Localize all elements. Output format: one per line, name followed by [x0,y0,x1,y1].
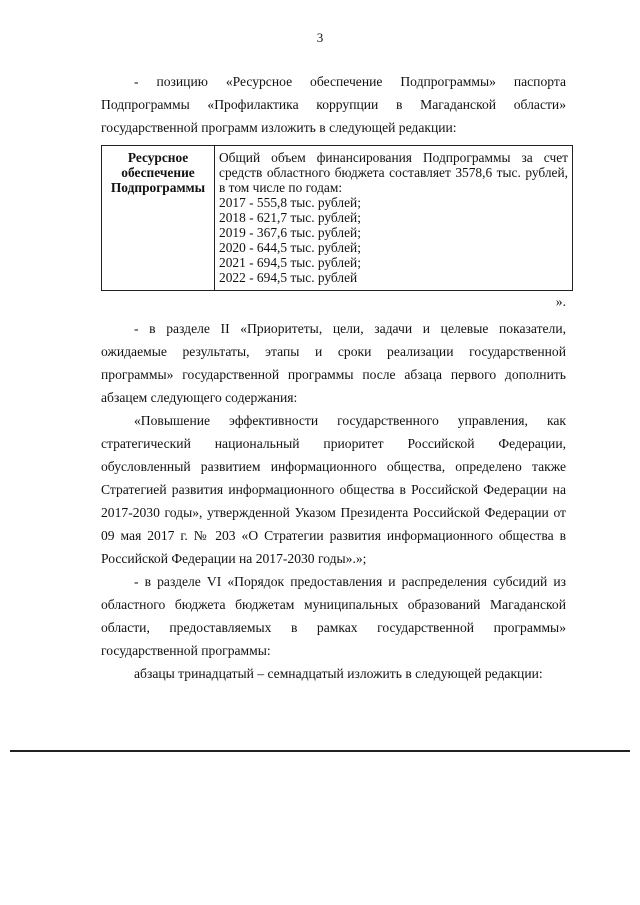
table-value-cell [215,146,573,291]
resource-table [101,145,573,291]
table-row [102,146,573,291]
funding-year-2017: 2017 - 555,8 тыс. рублей; [219,195,361,210]
funding-year-2018: 2018 - 621,7 тыс. рублей; [219,210,361,225]
funding-year-2020: 2020 - 644,5 тыс. рублей; [219,240,361,255]
quote-paragraph: «Повышение эффективности государственного управления, как стратегический национальный приоритет Российской Федерации, обусловленный развитием информационного общества, определено также Стратегией развития информационного общества в Российской Федерации на 2017-2030 годы», утвержденной Указом Президента Российской Федерации от 09 мая 2017 г. № 203 «О Стратегии развития информационного общества в Российской Федерации на 2017-2030 годы».»; [101,413,566,566]
bottom-divider [10,750,630,752]
funding-year-2021: 2021 - 694,5 тыс. рублей; [219,255,361,270]
funding-year-2022: 2022 - 694,5 тыс. рублей [219,270,358,285]
page-number: 3 [316,30,324,45]
section-2-paragraph: - в разделе II «Приоритеты, цели, задачи и целевые показатели, ожидаемые результаты, этапы и сроки реализации государственной программы» государственной программы после абзаца первого дополнить абзацем следующего содержания: [101,321,566,405]
section-6-paragraph: - в разделе VI «Порядок предоставления и распределения субсидий из областного бюджета бюджетам муниципальных образований Магаданской области, предоставляемых в рамках государственной программы» государственной программы: [101,574,566,658]
funding-year-2019: 2019 - 367,6 тыс. рублей; [219,225,361,240]
closing-quote: ». [555,294,566,309]
intro-paragraph: - позицию «Ресурсное обеспечение Подпрограммы» паспорта Подпрограммы «Профилактика коррупции в Магаданской области» государственной программ изложить в следующей редакции: [101,74,566,135]
table-label-cell: Ресурсное обеспечение Подпрограммы [102,146,215,291]
document-body [101,70,566,685]
final-paragraph: абзацы тринадцатый – семнадцатый изложить в следующей редакции: [134,666,543,681]
funding-summary: Общий объем финансирования Подпрограммы за счет средств областного бюджета составляет 3578,6 тыс. рублей, в том числе по годам: [219,150,568,195]
